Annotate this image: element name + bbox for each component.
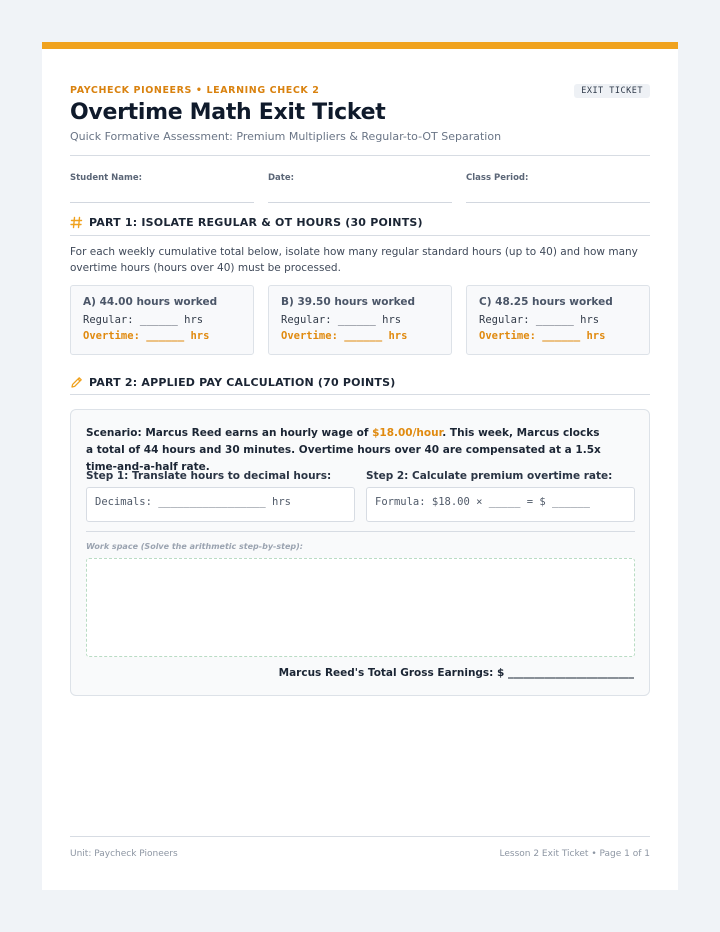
scenario-wage: $18.00/hour [372,427,443,439]
hours-card-c [466,285,650,355]
footer-page: Lesson 2 Exit Ticket • Page 1 of 1 [499,849,650,859]
overtime-hours-blank[interactable]: Overtime: ______ hrs [479,330,606,342]
step1-field-text: Decimals: _________________ hrs [95,496,291,508]
exit-ticket-badge: EXIT TICKET [574,84,650,98]
date-field[interactable] [268,202,452,203]
applied-pay-panel [70,409,650,696]
part1-divider [70,235,650,236]
overtime-hours-blank[interactable]: Overtime: ______ hrs [281,330,408,342]
part2-heading [70,376,395,389]
footer-divider [70,836,650,837]
regular-hours-blank[interactable]: Regular: ______ hrs [83,314,204,326]
student-name-label: Student Name: [70,173,143,183]
step-divider [86,531,635,532]
regular-hours-blank[interactable]: Regular: ______ hrs [479,314,600,326]
overtime-hours-blank[interactable]: Overtime: ______ hrs [83,330,210,342]
regular-hours-blank[interactable]: Regular: ______ hrs [281,314,402,326]
step2-heading: Step 2: Calculate premium overtime rate: [366,470,613,482]
part2-divider [70,394,650,395]
workspace-area[interactable] [86,558,635,657]
part1-heading [70,216,423,229]
step2-formula-field[interactable] [366,487,635,522]
worksheet-page [42,42,678,890]
hours-card-a [70,285,254,355]
scenario-rest: . This week, Marcus clocks a total of 44 hours and 30 minutes. Overtime hours over 40 are compensated at a 1.5x time-and-a-half rate. [86,427,601,473]
part2-title: PART 2: APPLIED PAY CALCULATION (70 POINTS) [89,376,396,389]
hours-card-heading: B) 39.50 hours worked [281,296,416,308]
total-gross-earnings[interactable]: Marcus Reed's Total Gross Earnings: $ ________________________ [278,667,634,679]
hash-icon [70,216,83,229]
step1-heading: Step 1: Translate hours to decimal hours: [86,470,332,482]
class-period-field[interactable] [466,202,650,203]
hours-card-heading: A) 44.00 hours worked [83,296,218,308]
class-period-label: Class Period: [466,173,529,183]
unit-kicker: PAYCHECK PIONEERS • LEARNING CHECK 2 [70,85,320,96]
pencil-icon [70,376,83,389]
date-label: Date: [268,173,295,183]
header-divider [70,155,650,156]
step1-decimals-field[interactable] [86,487,355,522]
page-title: Overtime Math Exit Ticket [70,100,386,125]
workspace-label: Work space (Solve the arithmetic step-by-step): [86,542,303,551]
student-name-field[interactable] [70,202,254,203]
part1-title: PART 1: ISOLATE REGULAR & OT HOURS (30 POINTS) [89,216,423,229]
part1-instructions: For each weekly cumulative total below, isolate how many regular standard hours (up to 40) and how many overtime hours (hours over 40) must be processed. [70,246,638,274]
scenario-text [86,425,606,476]
scenario-lead: Scenario: Marcus Reed earns an hourly wage of [86,427,373,439]
hours-card-heading: C) 48.25 hours worked [479,296,613,308]
footer-unit: Unit: Paycheck Pioneers [70,849,178,859]
step2-field-text: Formula: $18.00 × _____ = $ ______ [375,496,590,508]
hours-card-b [268,285,452,355]
page-subtitle: Quick Formative Assessment: Premium Multipliers & Regular-to-OT Separation [70,130,502,143]
accent-bar [42,42,678,49]
